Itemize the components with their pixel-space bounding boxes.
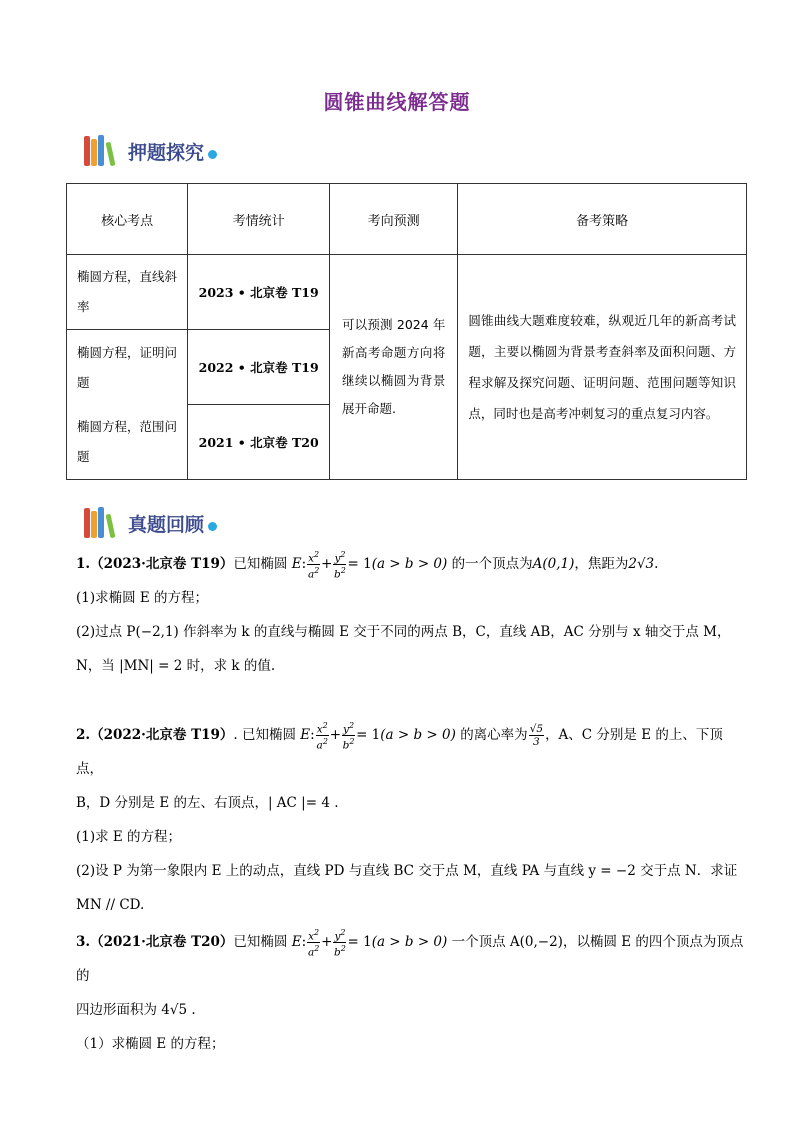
books-icon [82,134,124,168]
question-tail: 的一个顶点为 [451,556,533,572]
exam-cell: 2021 • 北京卷 T20 [188,405,330,480]
question-part: (1)求 E 的方程； [76,829,182,845]
fraction-x2-a2: $\frac{x^2}{a^2}$ [307,927,320,959]
eccentricity-fraction: $\frac{√5}{3}$ [529,723,544,748]
table-header: 考情统计 [188,184,330,255]
question-part: (1)求椭圆 E 的方程； [76,590,209,606]
table-header: 核心考点 [67,184,188,255]
prediction-cell: 可以预测 2024 年新高考命题方向将继续以椭圆为背景展开命题. [329,255,457,480]
focal-length: 2√3 [628,556,655,572]
question-line: 四边形面积为 4√5 . [76,1002,196,1018]
fraction-y2-b2: $\frac{y^2}{b^2}$ [334,549,346,581]
question-intro: . 已知椭圆 [233,727,296,743]
question-part: N，当 |MN| = 2 时，求 k 的值. [76,658,276,674]
bullet-dot-icon [208,522,217,531]
section-header-review [82,503,217,543]
condition: (a > b > 0) [371,934,448,950]
question-number: 3. [76,934,91,950]
question-source: （2021·北京卷 T20） [90,934,234,950]
exam-analysis-table [66,183,747,480]
question-source: （2022·北京卷 T19） [90,727,234,743]
fraction-x2-a2: $\frac{x^2}{a^2}$ [307,549,320,581]
question-3: 3.（2021·北京卷 T20）已知椭圆 E: $\frac{x^2}{a^2}$ + $\frac{y^2}{b^2}$ = 1(a > b > 0) 一个顶点 A(0,−2)，以椭圆 E 的四个顶点为顶点的 四边形面积为 4√5 . （1）求椭圆 E 的方程； [76,925,748,1061]
condition: (a > b > 0) [371,556,448,572]
question-part: （1）求椭圆 E 的方程； [76,1036,225,1052]
fraction-y2-b2: $\frac{y^2}{b^2}$ [334,927,346,959]
exam-cell: 2022 • 北京卷 T19 [188,330,330,405]
table-header: 备考策略 [458,184,747,255]
question-2: 2.（2022·北京卷 T19）. 已知椭圆 E: $\frac{x^2}{a^2}$ + $\frac{y^2}{b^2}$ = 1(a > b > 0) 的离心率为 $\frac{√5}{3}$ ，A、C 分别是 E 的上、下顶点， B，D 分别是 E 的左、右顶点，| AC |= 4 . (1)求 E 的方程； (2)设 P 为第一象限内 E 上的动点，直线 PD 与直线 BC 交于点 M，直线 PA 与直线 y = −2 交于点 N．求证 MN // CD. [76,718,748,922]
books-icon [82,506,124,540]
question-part: MN // CD. [76,897,145,913]
strategy-cell: 圆锥曲线大题难度较难，纵观近几年的新高考试题，主要以椭圆为背景考查斜率及面积问题、方程求解及探究问题、证明问题、范围问题等知识点，同时也是高考冲刺复习的重点复习内容。 [458,255,747,480]
fraction-y2-b2: $\frac{y^2}{b^2}$ [342,720,355,752]
question-line: B，D 分别是 E 的左、右顶点，| AC |= 4 . [76,795,339,811]
condition: (a > b > 0) [380,727,456,743]
table-header-row [67,184,747,255]
question-number: 2. [76,727,91,743]
table-header: 考向预测 [329,184,457,255]
question-source: （2023·北京卷 T19） [90,556,234,572]
section-label: 押题探究 [128,141,205,164]
exam-cell: 2023 • 北京卷 T19 [188,255,330,330]
question-part: (2)过点 P(−2,1) 作斜率为 k 的直线与椭圆 E 交于不同的两点 B，C，直线 AB，AC 分别与 x 轴交于点 M， [76,624,731,640]
question-1: 1.（2023·北京卷 T19）已知椭圆 E: $\frac{x^2}{a^2}$ + $\frac{y^2}{b^2}$ = 1(a > b > 0) 的一个顶点为A(0,1)，焦距为2√3. (1)求椭圆 E 的方程； (2)过点 P(−2,1) 作斜率为 k 的直线与椭圆 E 交于不同的两点 B，C，直线 AB，AC 分别与 x 轴交于点 M， N，当 |MN| = 2 时，求 k 的值. [76,547,748,683]
question-number: 1. [76,556,91,572]
bullet-dot-icon [208,150,217,159]
question-intro: 已知椭圆 [233,556,288,572]
question-tail2: ，焦距为 [574,556,629,572]
question-tail2: ，A、C 分别是 E 的上、下顶点， [76,727,723,777]
topic-cell: 椭圆方程，范围问题 [77,419,178,464]
topic-cell-merged [67,330,188,480]
document-title: 圆锥曲线解答题 [323,90,471,114]
section-label: 真题回顾 [128,513,205,536]
topic-cell: 椭圆方程，直线斜率 [67,255,188,330]
question-intro: 已知椭圆 [233,934,288,950]
table-row [67,255,747,330]
question-tail: 的离心率为 [460,727,528,743]
fraction-x2-a2: $\frac{x^2}{a^2}$ [316,720,328,752]
vertex-point: A(0,1) [532,556,575,572]
question-part: (2)设 P 为第一象限内 E 上的动点，直线 PD 与直线 BC 交于点 M，直线 PA 与直线 y = −2 交于点 N．求证 [76,863,738,879]
section-header-predict [82,131,217,171]
question-tail: 一个顶点 A(0,−2)，以椭圆 E 的四个顶点为顶点的 [76,934,744,984]
topic-cell: 椭圆方程，证明问题 [77,345,178,390]
ellipse-name: E [291,556,302,572]
